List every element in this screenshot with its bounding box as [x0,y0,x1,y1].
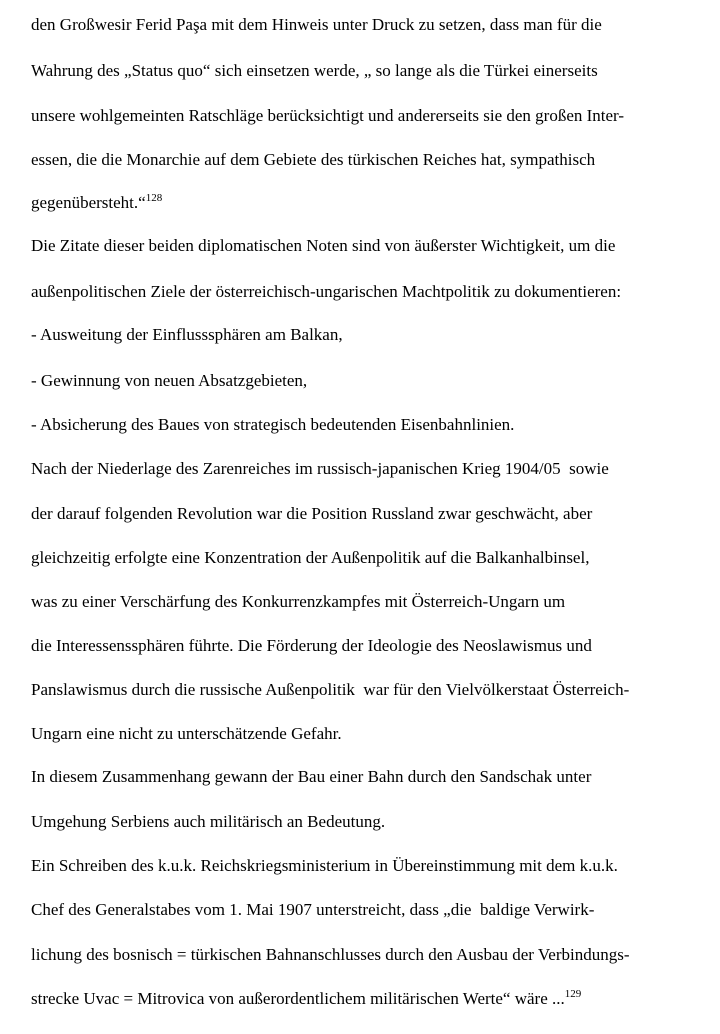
text-line: lichung des bosnisch = türkischen Bahnanschlusses durch den Ausbau der Verbindungs- [31,945,630,964]
text-line: strecke Uvac = Mitrovica von außerordentlichem militärischen Werte“ wäre ...$^{129}$ [31,988,582,1008]
text-line: Die Zitate dieser beiden diplomatischen Noten sind von äußerster Wichtigkeit, um die [31,236,616,255]
text-line: die Interessenssphären führte. Die Förderung der Ideologie des Neoslawismus und [31,636,592,655]
footnote-ref: 129 [564,988,582,1000]
text-line: Nach der Niederlage des Zarenreiches im russisch-japanischen Krieg 1904/05 sowie [31,459,609,478]
text-line: der darauf folgenden Revolution war die Position Russland zwar geschwächt, aber [31,504,593,523]
text-line: Umgehung Serbiens auch militärisch an Bedeutung. [31,812,386,831]
text-line: außenpolitischen Ziele der österreichisch-ungarischen Machtpolitik zu dokumentieren: [31,282,622,301]
text-line: gleichzeitig erfolgte eine Konzentration der Außenpolitik auf die Balkanhalbinsel, [31,548,590,567]
footnote-ref: 128 [145,192,163,204]
text-line: Wahrung des „Status quo“ sich einsetzen werde, „ so lange als die Türkei einerseits [31,61,598,80]
list-item: - Ausweitung der Einflusssphären am Balkan, [31,325,343,344]
list-item: - Absicherung des Baues von strategisch bedeutenden Eisenbahnlinien. [31,415,515,434]
text-line: was zu einer Verschärfung des Konkurrenzkampfes mit Österreich-Ungarn um [31,592,566,611]
text-line: Ungarn eine nicht zu unterschätzende Gefahr. [31,724,342,743]
text-line: Panslawismus durch die russische Außenpolitik war für den Vielvölkerstaat Österreich- [31,680,630,699]
text-line: essen, die die Monarchie auf dem Gebiete des türkischen Reiches hat, sympathisch [31,150,596,169]
text-line: gegenübersteht.“$^{128}$ [31,192,163,212]
text-line: Ein Schreiben des k.u.k. Reichskriegsministerium in Übereinstimmung mit dem k.u.k. [31,856,618,875]
text-line: den Großwesir Ferid Paşa mit dem Hinweis unter Druck zu setzen, dass man für die [31,15,602,34]
text-line: unsere wohlgemeinten Ratschläge berücksichtigt und andererseits sie den großen Inter- [31,106,625,125]
list-item: - Gewinnung von neuen Absatzgebieten, [31,371,308,390]
text-line: Chef des Generalstabes vom 1. Mai 1907 unterstreicht, dass „die baldige Verwirk- [31,900,595,919]
text-line: In diesem Zusammenhang gewann der Bau einer Bahn durch den Sandschak unter [31,767,592,786]
